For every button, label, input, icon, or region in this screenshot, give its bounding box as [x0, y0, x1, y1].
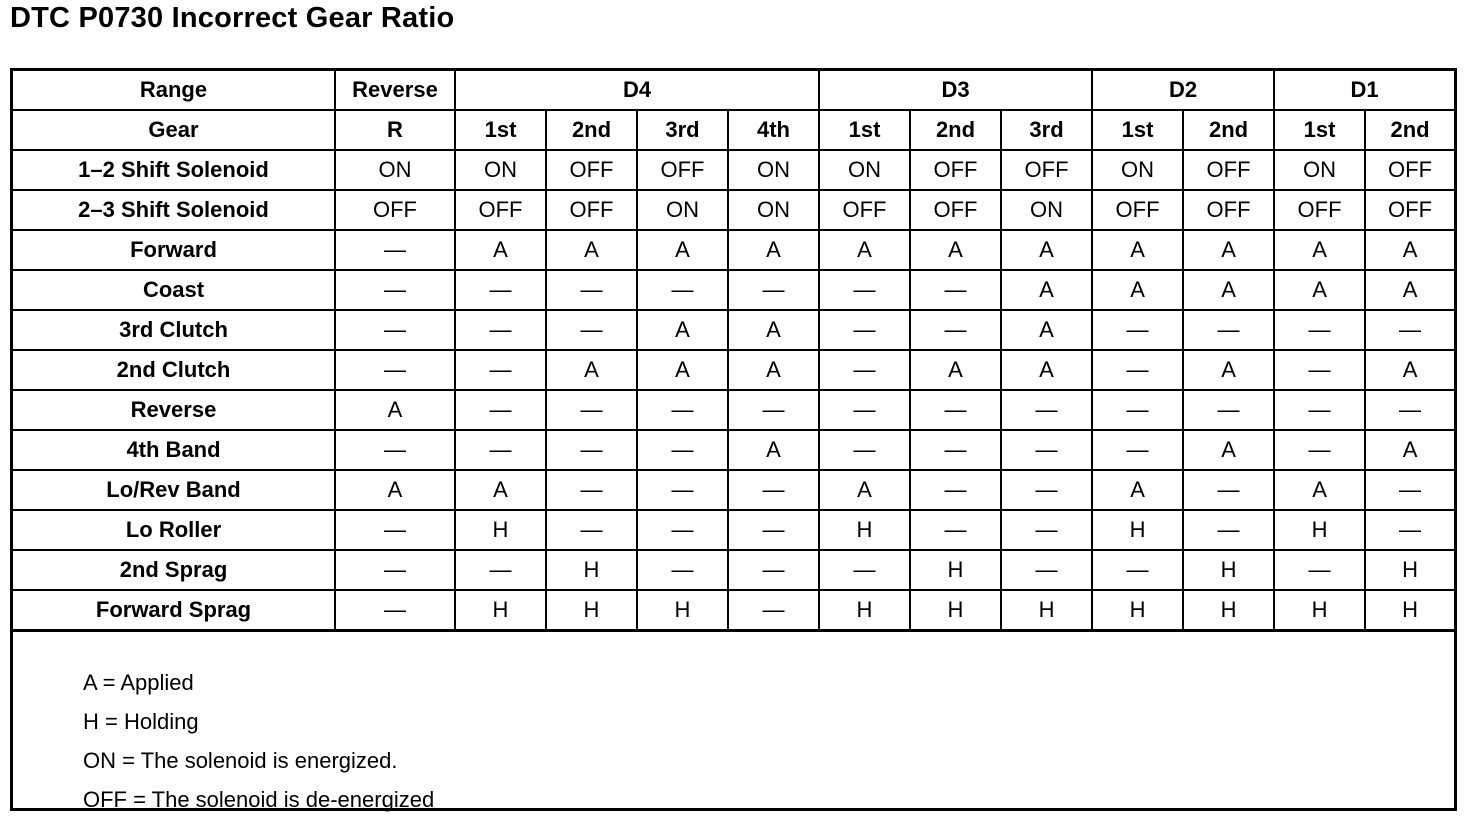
row-label: Reverse [13, 390, 335, 430]
table-cell: — [455, 270, 546, 310]
range-header-cell: Reverse [335, 71, 455, 110]
table-cell: A [1183, 230, 1274, 270]
table-cell: ON [1274, 150, 1365, 190]
table-cell: A [455, 470, 546, 510]
table-cell: OFF [819, 190, 910, 230]
table-cell: — [819, 350, 910, 390]
legend-item-off: OFF = The solenoid is de-energized [83, 787, 435, 812]
page-title: DTC P0730 Incorrect Gear Ratio [10, 2, 455, 34]
row-label: Lo Roller [13, 510, 335, 550]
legend-item-holding: H = Holding [83, 709, 199, 734]
table-cell: A [819, 470, 910, 510]
table-cell: — [1001, 390, 1092, 430]
gear-header-cell: 1st [455, 110, 546, 150]
row-label: Coast [13, 270, 335, 310]
table-cell: — [637, 510, 728, 550]
table-cell: — [546, 470, 637, 510]
table-cell: OFF [1274, 190, 1365, 230]
table-cell: A [728, 350, 819, 390]
table-cell: — [335, 230, 455, 270]
row-label: Lo/Rev Band [13, 470, 335, 510]
table-cell: — [1001, 470, 1092, 510]
table-cell: A [1365, 430, 1454, 470]
range-header-cell: D1 [1274, 71, 1454, 110]
row-label: 1–2 Shift Solenoid [13, 150, 335, 190]
table-cell: A [1274, 270, 1365, 310]
table-cell: — [1092, 310, 1183, 350]
table-cell: — [546, 430, 637, 470]
table-cell: H [1274, 510, 1365, 550]
table-cell: ON [335, 150, 455, 190]
table-cell: A [1001, 270, 1092, 310]
table-cell: ON [1092, 150, 1183, 190]
table-cell: — [546, 310, 637, 350]
table-cell: — [1274, 430, 1365, 470]
table-cell: H [1183, 550, 1274, 590]
table-cell: — [910, 470, 1001, 510]
table-cell: H [819, 590, 910, 631]
table-cell: — [455, 310, 546, 350]
table-cell: H [546, 590, 637, 631]
table-cell: OFF [1365, 190, 1454, 230]
table-cell: OFF [1183, 150, 1274, 190]
table-cell: OFF [1365, 150, 1454, 190]
table-cell: A [819, 230, 910, 270]
table-cell: OFF [910, 150, 1001, 190]
table-cell: H [546, 550, 637, 590]
table-cell: — [637, 550, 728, 590]
table-body [13, 71, 1454, 631]
gear-header-cell: R [335, 110, 455, 150]
legend-item-on: ON = The solenoid is energized. [83, 748, 398, 773]
table-cell: A [1001, 350, 1092, 390]
table-cell: A [1365, 270, 1454, 310]
table-cell: — [1001, 510, 1092, 550]
gear-header-cell: 2nd [1365, 110, 1454, 150]
table-cell: A [728, 230, 819, 270]
table-cell: — [728, 470, 819, 510]
gear-header-cell: 3rd [1001, 110, 1092, 150]
table-cell: ON [1001, 190, 1092, 230]
table-row [13, 230, 1454, 270]
table-cell: A [910, 230, 1001, 270]
table-cell: — [1365, 470, 1454, 510]
table-cell: — [335, 430, 455, 470]
gear-label: Gear [13, 110, 335, 150]
table-cell: — [455, 550, 546, 590]
gear-header-cell: 1st [1274, 110, 1365, 150]
table-cell: — [819, 270, 910, 310]
table-cell: H [455, 590, 546, 631]
table-cell: H [910, 590, 1001, 631]
table-cell: A [637, 230, 728, 270]
table-cell: — [335, 350, 455, 390]
gear-header-cell: 2nd [1183, 110, 1274, 150]
table-cell: — [728, 590, 819, 631]
table-cell: A [728, 430, 819, 470]
table-cell: — [728, 550, 819, 590]
table-row [13, 150, 1454, 190]
table-cell: A [1365, 350, 1454, 390]
table-cell: ON [728, 150, 819, 190]
table-cell: A [455, 230, 546, 270]
table-cell: — [1092, 350, 1183, 390]
row-label: 4th Band [13, 430, 335, 470]
table-cell: H [1183, 590, 1274, 631]
table-cell: — [1092, 430, 1183, 470]
gear-header-cell: 2nd [546, 110, 637, 150]
gear-header-cell: 1st [1092, 110, 1183, 150]
gear-header-cell: 3rd [637, 110, 728, 150]
row-label: Forward Sprag [13, 590, 335, 631]
gear-ratio-table [13, 71, 1454, 632]
row-label: Forward [13, 230, 335, 270]
table-cell: H [1001, 590, 1092, 631]
range-header-cell: D3 [819, 71, 1092, 110]
table-cell: — [910, 310, 1001, 350]
table-cell: — [637, 390, 728, 430]
table-cell: H [1365, 590, 1454, 631]
range-header-row [13, 71, 1454, 110]
table-cell: ON [455, 150, 546, 190]
table-cell: OFF [546, 190, 637, 230]
table-cell: — [1092, 390, 1183, 430]
table-cell: A [335, 470, 455, 510]
table-cell: — [1183, 310, 1274, 350]
table-cell: OFF [455, 190, 546, 230]
table-cell: A [1001, 230, 1092, 270]
table-row [13, 390, 1454, 430]
table-cell: — [1274, 350, 1365, 390]
table-cell: — [335, 590, 455, 631]
table-cell: H [1274, 590, 1365, 631]
table-cell: — [455, 350, 546, 390]
table-cell: A [637, 310, 728, 350]
table-cell: ON [728, 190, 819, 230]
table-cell: — [819, 430, 910, 470]
table-cell: — [819, 310, 910, 350]
table-cell: ON [819, 150, 910, 190]
table-cell: — [910, 430, 1001, 470]
table-cell: A [1001, 310, 1092, 350]
table-cell: A [1092, 270, 1183, 310]
table-cell: H [637, 590, 728, 631]
table-cell: — [335, 550, 455, 590]
table-cell: — [1365, 310, 1454, 350]
gear-header-row [13, 110, 1454, 150]
table-cell: OFF [637, 150, 728, 190]
table-cell: A [1183, 350, 1274, 390]
table-cell: A [1274, 470, 1365, 510]
table-cell: — [455, 390, 546, 430]
table-row [13, 470, 1454, 510]
table-cell: A [335, 390, 455, 430]
table-cell: A [1183, 430, 1274, 470]
gear-header-cell: 2nd [910, 110, 1001, 150]
table-cell: — [335, 310, 455, 350]
table-cell: A [1092, 470, 1183, 510]
table-cell: — [637, 470, 728, 510]
table-row [13, 190, 1454, 230]
table-cell: — [1365, 390, 1454, 430]
table-cell: H [819, 510, 910, 550]
table-cell: — [455, 430, 546, 470]
table-cell: A [1365, 230, 1454, 270]
row-label: 2nd Clutch [13, 350, 335, 390]
legend-item-applied: A = Applied [83, 670, 194, 695]
table-cell: OFF [1183, 190, 1274, 230]
table-cell: — [1274, 550, 1365, 590]
table-cell: H [1092, 590, 1183, 631]
table-cell: OFF [335, 190, 455, 230]
table-row [13, 270, 1454, 310]
table-cell: — [1183, 470, 1274, 510]
row-label: 2–3 Shift Solenoid [13, 190, 335, 230]
table-cell: — [546, 510, 637, 550]
table-cell: — [546, 270, 637, 310]
table-cell: OFF [546, 150, 637, 190]
legend [83, 663, 434, 819]
table-cell: — [728, 390, 819, 430]
table-cell: — [910, 510, 1001, 550]
table-row [13, 350, 1454, 390]
table-cell: — [728, 510, 819, 550]
table-cell: — [1274, 390, 1365, 430]
table-cell: — [335, 510, 455, 550]
table-row [13, 550, 1454, 590]
table-cell: — [1183, 510, 1274, 550]
table-row [13, 430, 1454, 470]
table-cell: H [910, 550, 1001, 590]
table-cell: — [335, 270, 455, 310]
table-cell: — [1001, 550, 1092, 590]
table-cell: — [819, 550, 910, 590]
table-cell: H [1092, 510, 1183, 550]
table-row [13, 590, 1454, 631]
table-cell: — [637, 430, 728, 470]
table-cell: — [910, 270, 1001, 310]
table-row [13, 510, 1454, 550]
table-cell: — [728, 270, 819, 310]
table-cell: A [546, 230, 637, 270]
gear-header-cell: 4th [728, 110, 819, 150]
row-label: 2nd Sprag [13, 550, 335, 590]
table-cell: — [546, 390, 637, 430]
table-cell: OFF [1092, 190, 1183, 230]
gear-ratio-chart [10, 68, 1457, 811]
table-cell: A [910, 350, 1001, 390]
table-cell: — [1001, 430, 1092, 470]
table-cell: H [1365, 550, 1454, 590]
table-cell: ON [637, 190, 728, 230]
table-cell: — [910, 390, 1001, 430]
table-cell: OFF [1001, 150, 1092, 190]
row-label: 3rd Clutch [13, 310, 335, 350]
table-cell: — [819, 390, 910, 430]
range-header-cell: D4 [455, 71, 819, 110]
table-cell: A [637, 350, 728, 390]
table-cell: — [1365, 510, 1454, 550]
table-cell: — [1274, 310, 1365, 350]
range-label: Range [13, 71, 335, 110]
table-cell: A [546, 350, 637, 390]
table-cell: OFF [910, 190, 1001, 230]
table-cell: H [455, 510, 546, 550]
table-cell: A [1092, 230, 1183, 270]
table-cell: A [1274, 230, 1365, 270]
table-cell: — [637, 270, 728, 310]
table-cell: — [1092, 550, 1183, 590]
range-header-cell: D2 [1092, 71, 1274, 110]
gear-header-cell: 1st [819, 110, 910, 150]
table-cell: A [1183, 270, 1274, 310]
table-cell: — [1183, 390, 1274, 430]
table-cell: A [728, 310, 819, 350]
table-row [13, 310, 1454, 350]
